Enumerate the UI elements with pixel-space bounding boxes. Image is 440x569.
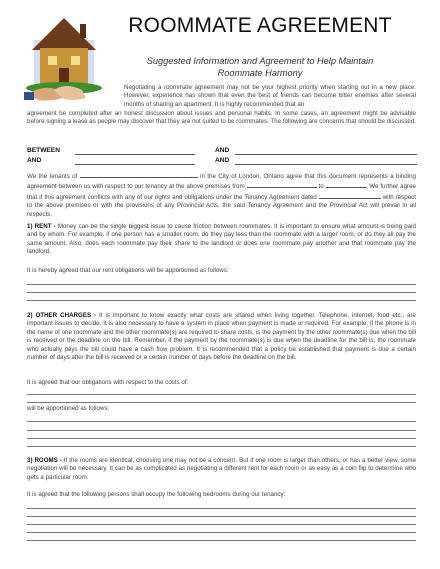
tenants-text-3: We further agree that if this agreement conflicts with any of our rights and obligations under the Tenancy Agreement dated xyxy=(27,183,416,201)
intro-paragraph-cont: agreement be completed after an honest discussion about issues and personal habits. In some cases, an agreement might be advisable before signing a lease as people may discover that they are not suited to be roommates. The following are concerns that should be discussed. xyxy=(27,109,416,125)
apportion-blank-line-4[interactable] xyxy=(27,446,416,447)
tenants-text-1: We the tenants of xyxy=(27,173,78,180)
party-field-2[interactable] xyxy=(235,147,417,155)
premises-field[interactable] xyxy=(80,171,198,178)
rent-blank-line-3[interactable] xyxy=(27,300,416,301)
rooms-text: If the rooms are identical, choosing one may not be a concern. But if one room is larger than others, or has a better view, some negotiation will be necessary. It can be as complicated as negotiating a different rent for each room or as easy as a coin flip to determine who gets a particular room. xyxy=(27,457,416,481)
page-title: ROOMMATE AGREEMENT xyxy=(128,14,392,37)
tenancy-date-field[interactable] xyxy=(319,192,381,199)
rooms-blank-line-3[interactable] xyxy=(27,524,416,525)
rooms-blank-line-4[interactable] xyxy=(27,532,416,533)
between-label: BETWEEN xyxy=(27,147,60,154)
house-handshake-icon xyxy=(24,10,108,102)
parties-block xyxy=(27,147,417,167)
rooms-blank-line-5[interactable] xyxy=(27,540,416,541)
subtitle-line-2: Roommate Harmony xyxy=(217,68,303,78)
other-charges-section xyxy=(27,312,416,362)
costs-blank-line-2[interactable] xyxy=(27,402,416,403)
rooms-heading: 3) ROOMS - xyxy=(27,457,62,464)
costs-blank-line-1[interactable] xyxy=(27,394,416,395)
and-label-left: AND xyxy=(27,157,42,164)
subtitle-line-1: Suggested Information and Agreement to Help Maintain xyxy=(146,56,374,66)
party-field-4[interactable] xyxy=(235,157,417,165)
rooms-section xyxy=(27,457,416,482)
rooms-blank-line-2[interactable] xyxy=(27,516,416,517)
rent-blank-line-1[interactable] xyxy=(27,284,416,285)
tenants-text-2: in the City of London, Ontario agree that this document represents a binding agreement between us with respect to our tenancy at the above premises from xyxy=(27,173,416,191)
rooms-agree: It is agreed that the following persons shall occupy the following bedrooms during our tenancy: xyxy=(27,491,286,498)
apportion-blank-line-1[interactable] xyxy=(27,421,416,422)
other-apportioned: will be apportioned as follows: xyxy=(27,405,110,412)
tenants-paragraph: We the tenants of in the City of London, Ontario agree that this document represents a binding agreement between us with respect to our tenancy at the above premises from to . We further agree that if this agreement conflicts with any of our rights and obligations under the Tenancy Agreement dated with respect to the above premises or with the provisions of any Provincial Acts, the said Tenancy Agreement and the Provincial Act will prevail in all respects. xyxy=(27,173,416,218)
other-charges-text: It is important to know exactly what costs are shared when living together. Telephone, internet, food etc., are important issues to decide. It is also necessary to have a system in place when payment is made or required. For example, if the phone is in the name of one roommate and the other roommate(s) are required to share costs, is the payment by the other roommate(s) due when the bill is received or the deadline on the bill. Remember, if the payment by the roommate(s) is due when the deadline for the bill is, the roommate who actually pays the bill could have a cash flow problem. It is recommended that a policy be established that payment is due a certain number of days after the bill is received or a certain number of days before the deadline on the bill. xyxy=(27,312,416,362)
rent-section xyxy=(27,223,416,257)
tenants-text-4: with respect to the above premises or with the provisions of any Provincial Acts, the said Tenancy Agreement and the Provincial Act will prevail in all respects. xyxy=(27,193,416,218)
apportion-blank-line-2[interactable] xyxy=(27,430,416,431)
start-date-field[interactable] xyxy=(247,181,317,188)
tenants-text-to: to xyxy=(318,183,324,191)
party-field-3[interactable] xyxy=(75,157,195,165)
rent-blank-line-2[interactable] xyxy=(27,292,416,293)
intro-paragraph: Negotiating a roommate agreement may not be your highest priority when starting out in a new place. However, experience has shown that even the best of friends can become bitter enemies after several months of sharing an apartment. It is highly recommended that an xyxy=(124,84,416,108)
rent-text: Money can be the single biggest issue to cause friction between roommates. It is important to ensure what amount is being paid and by whom. For example, if one person has a smaller room, do they pay less than the roommate with a larger room, or do they all pay the same amount. Also, does each roommate pay their share to the landlord or does one roommate pay another and that roommate pay the landlord. xyxy=(27,223,416,256)
end-date-field[interactable] xyxy=(326,181,366,188)
apportion-blank-line-3[interactable] xyxy=(27,438,416,439)
other-charges-heading: 2) OTHER CHARGES - xyxy=(27,312,97,319)
party-field-1[interactable] xyxy=(75,147,195,155)
subtitle xyxy=(110,55,410,79)
rent-agree: It is hereby agreed that our rent obligations will be apportioned as follows: xyxy=(27,267,229,274)
rooms-blank-line-1[interactable] xyxy=(27,508,416,509)
and-label-right-2: AND xyxy=(215,157,230,164)
other-agree: It is agreed that our obligations with respect to the costs of: xyxy=(27,379,189,386)
rent-heading: 1) RENT - xyxy=(27,223,56,230)
and-label-right: AND xyxy=(215,147,230,154)
